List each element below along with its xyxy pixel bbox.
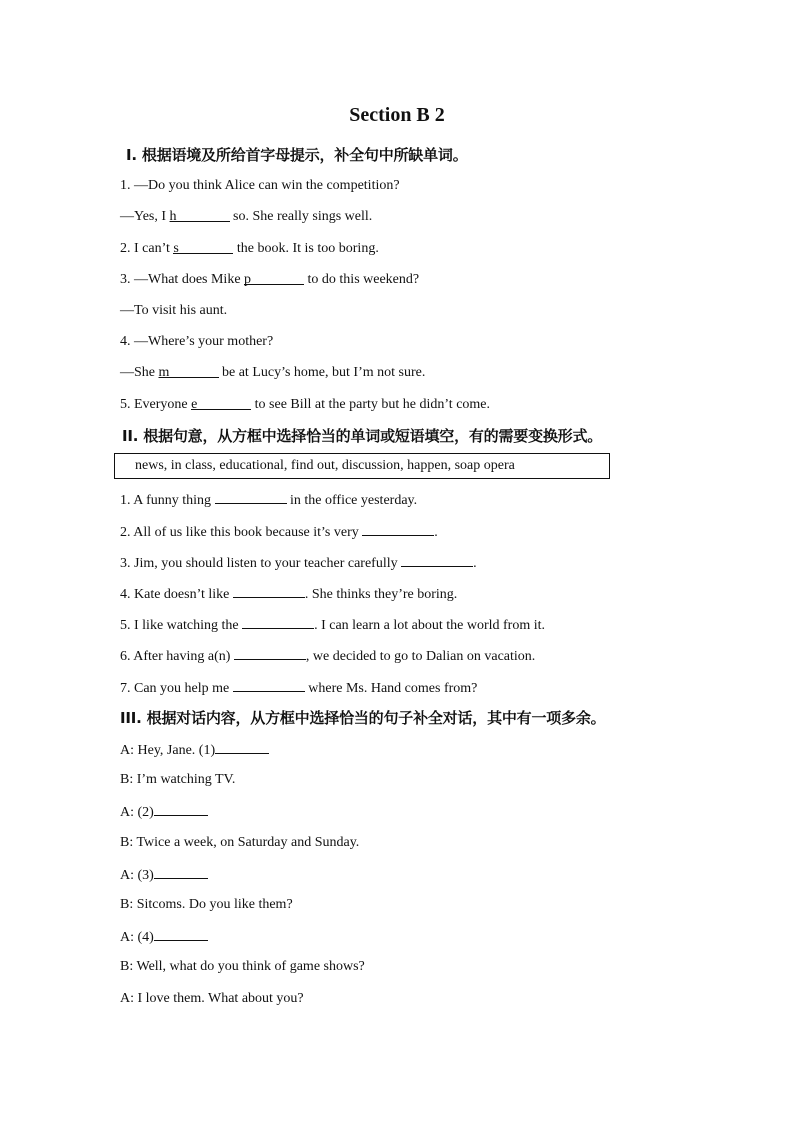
part3-heading: III. 根据对话内容，从方框中选择恰当的句子补全对话，其中有一项多余。 bbox=[120, 709, 606, 727]
question-text: 3. —What does Mike bbox=[120, 272, 245, 287]
answer-blank[interactable] bbox=[154, 865, 208, 879]
question-text: . bbox=[434, 525, 438, 540]
answer-blank[interactable] bbox=[154, 802, 208, 816]
hint-letter: h bbox=[169, 209, 177, 224]
answer-blank[interactable] bbox=[362, 522, 434, 536]
hint-letter: e bbox=[191, 397, 198, 412]
part1-q4-answer bbox=[120, 364, 425, 382]
question-text: —To visit his aunt. bbox=[120, 303, 228, 318]
part1-q1-question bbox=[120, 177, 400, 195]
answer-blank[interactable] bbox=[191, 396, 251, 410]
answer-blank[interactable] bbox=[242, 615, 314, 629]
part2-q5 bbox=[120, 615, 545, 635]
question-text: in the office yesterday. bbox=[286, 493, 418, 508]
answer-blank[interactable] bbox=[173, 240, 233, 254]
part2-q3 bbox=[120, 553, 477, 573]
question-text: —She bbox=[120, 365, 159, 380]
part1-q2 bbox=[120, 240, 379, 258]
question-text: 3. Jim, you should listen to your teacher carefully bbox=[120, 556, 402, 571]
dialogue-text: A: (3) bbox=[120, 868, 154, 883]
question-text: . I can learn a lot about the world from it. bbox=[314, 618, 546, 633]
question-text: to see Bill at the party but he didn’t come. bbox=[251, 397, 491, 412]
answer-blank[interactable] bbox=[215, 490, 287, 504]
dialogue-line-8 bbox=[120, 958, 365, 976]
part1-q5 bbox=[120, 396, 490, 414]
hint-letter: m bbox=[158, 365, 170, 380]
question-text: 2. All of us like this book because it’s very bbox=[120, 525, 363, 540]
question-text: 7. Can you help me bbox=[120, 681, 233, 696]
part1-q4-question bbox=[120, 333, 273, 351]
part1-heading: Ⅰ. 根据语境及所给首字母提示，补全句中所缺单词。 bbox=[126, 146, 468, 164]
part2-q2 bbox=[120, 522, 438, 542]
hint-letter: s bbox=[173, 241, 179, 256]
dialogue-text: B: I’m watching TV. bbox=[120, 772, 236, 787]
question-text: . She thinks they’re boring. bbox=[304, 587, 458, 602]
question-text: 4. Kate doesn’t like bbox=[120, 587, 233, 602]
question-text: where Ms. Hand comes from? bbox=[304, 681, 478, 696]
question-text: —Yes, I bbox=[120, 209, 170, 224]
dialogue-line-4 bbox=[120, 834, 359, 852]
question-text: , we decided to go to Dalian on vacation. bbox=[305, 649, 536, 664]
hint-letter: p bbox=[244, 272, 252, 287]
part1-q1-answer bbox=[120, 208, 372, 226]
answer-blank[interactable] bbox=[215, 740, 269, 754]
dialogue-text: A: (2) bbox=[120, 805, 154, 820]
answer-blank[interactable] bbox=[244, 271, 304, 285]
question-text: . bbox=[473, 556, 477, 571]
question-text: be at Lucy’s home, but I’m not sure. bbox=[218, 365, 426, 380]
dialogue-text: B: Well, what do you think of game shows? bbox=[120, 959, 365, 974]
dialogue-line-2 bbox=[120, 771, 235, 789]
question-text: 1. —Do you think Alice can win the competition? bbox=[120, 178, 400, 193]
answer-blank[interactable] bbox=[401, 553, 473, 567]
part1-q3-answer bbox=[120, 302, 227, 320]
question-text: 6. After having a(n) bbox=[120, 649, 234, 664]
question-text: so. She really sings well. bbox=[229, 209, 373, 224]
answer-blank[interactable] bbox=[159, 364, 219, 378]
question-text: 2. I can’t bbox=[120, 241, 174, 256]
question-text: 4. —Where’s your mother? bbox=[120, 334, 274, 349]
question-text: 5. I like watching the bbox=[120, 618, 243, 633]
dialogue-line-6 bbox=[120, 896, 293, 914]
part1-q3 bbox=[120, 271, 419, 289]
dialogue-line-5 bbox=[120, 865, 208, 885]
answer-blank[interactable] bbox=[154, 927, 208, 941]
part2-q7 bbox=[120, 678, 477, 698]
question-text: 5. Everyone bbox=[120, 397, 192, 412]
dialogue-text: A: (4) bbox=[120, 930, 154, 945]
question-text: the book. It is too boring. bbox=[233, 241, 379, 256]
answer-blank[interactable] bbox=[233, 584, 305, 598]
word-box: news, in class, educational, find out, discussion, happen, soap opera bbox=[114, 453, 610, 479]
answer-blank[interactable] bbox=[234, 646, 306, 660]
dialogue-text: A: I love them. What about you? bbox=[120, 991, 304, 1006]
dialogue-text: B: Twice a week, on Saturday and Sunday. bbox=[120, 835, 360, 850]
dialogue-line-1 bbox=[120, 740, 269, 760]
dialogue-line-9 bbox=[120, 990, 304, 1008]
dialogue-text: B: Sitcoms. Do you like them? bbox=[120, 897, 293, 912]
part2-heading: II. 根据句意，从方框中选择恰当的单词或短语填空，有的需要变换形式。 bbox=[122, 427, 603, 445]
answer-blank[interactable] bbox=[233, 678, 305, 692]
part2-q4 bbox=[120, 584, 457, 604]
dialogue-line-7 bbox=[120, 927, 208, 947]
answer-blank[interactable] bbox=[170, 208, 230, 222]
question-text: to do this weekend? bbox=[304, 272, 420, 287]
part2-q6 bbox=[120, 646, 535, 666]
part2-q1 bbox=[120, 490, 417, 510]
dialogue-line-3 bbox=[120, 802, 208, 822]
question-text: 1. A funny thing bbox=[120, 493, 215, 508]
dialogue-text: A: Hey, Jane. (1) bbox=[120, 743, 216, 758]
page-title: Section B 2 bbox=[349, 104, 445, 126]
